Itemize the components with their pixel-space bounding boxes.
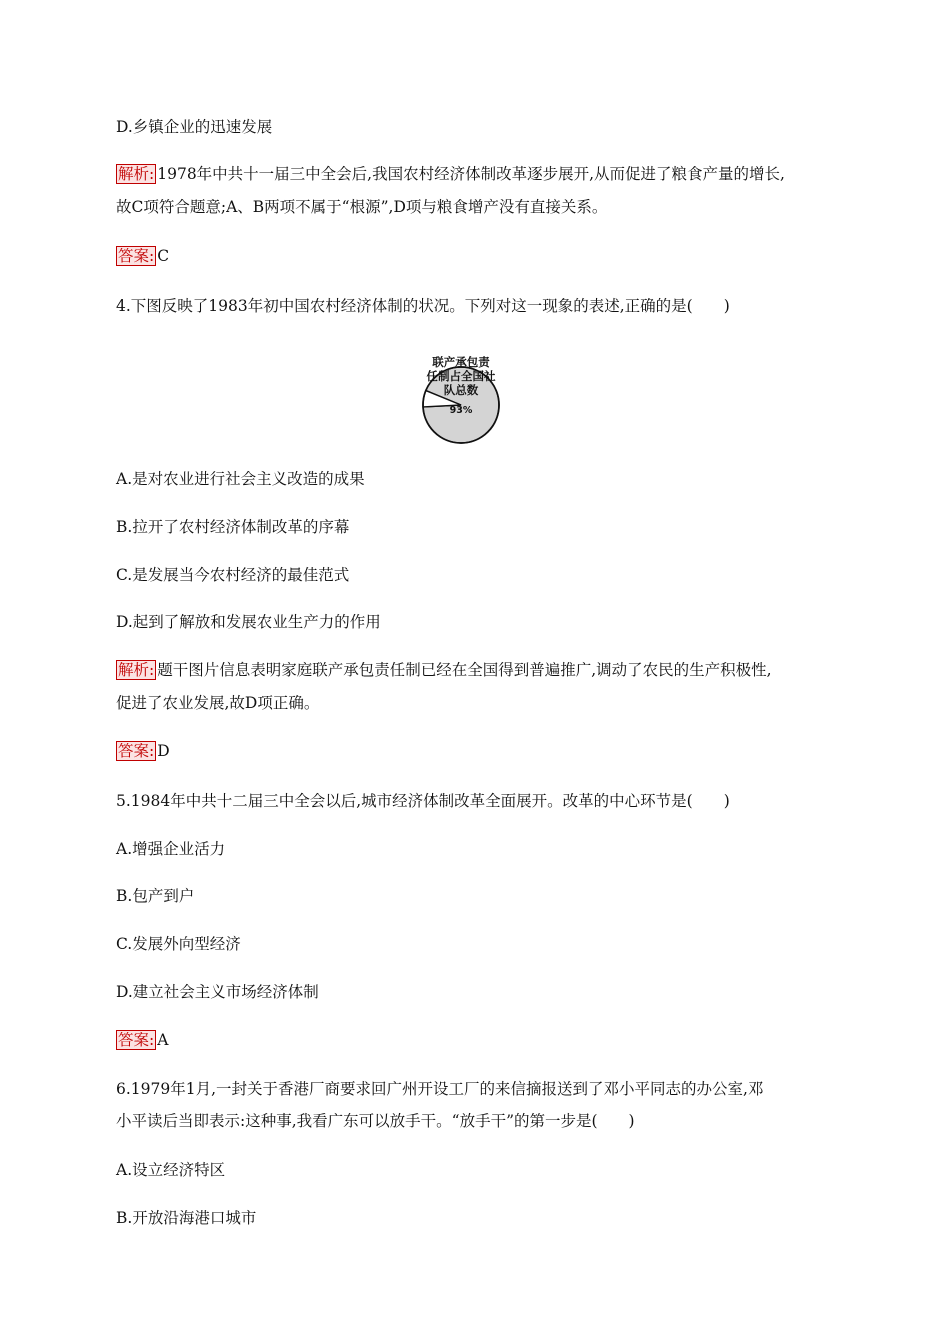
- q5-answer: [116, 1030, 168, 1050]
- q4-analysis-line1: [116, 660, 772, 680]
- q3-analysis-text: 1978年中共十一届三中全会后,我国农村经济体制改革逐步展开,从而促进了粮食产量的增长,: [157, 165, 785, 183]
- q6-stem-line2: 小平读后当即表示:这种事,我看广东可以放手干。“放手干”的第一步是( ): [116, 1112, 635, 1130]
- q3-answer-value: C: [157, 247, 170, 265]
- q5-stem: 5.1984年中共十二届三中全会以后,城市经济体制改革全面展开。改革的中心环节是( ): [116, 792, 730, 810]
- q5-option-c: C.发展外向型经济: [116, 935, 241, 953]
- q4-analysis-text: 题干图片信息表明家庭联产承包责任制已经在全国得到普遍推广,调动了农民的生产积极性,: [157, 661, 772, 679]
- q6-option-a: A.设立经济特区: [116, 1161, 226, 1179]
- pie-label-line3: 队总数: [443, 383, 479, 397]
- analysis-tag: 解析:: [118, 661, 155, 679]
- q6-stem-line1: 6.1979年1月,一封关于香港厂商要求回广州开设工厂的来信摘报送到了邓小平同志的办公室,邓: [116, 1080, 764, 1098]
- q5-option-b: B.包产到户: [116, 887, 195, 905]
- q5-option-d: D.建立社会主义市场经济体制: [116, 983, 319, 1001]
- q4-answer-value: D: [157, 742, 170, 760]
- answer-tag: 答案:: [118, 1031, 155, 1049]
- pie-percent-label: 93%: [449, 405, 473, 416]
- answer-tag: 答案:: [118, 247, 155, 265]
- pie-label-line1: 联产承包责: [432, 355, 490, 369]
- q4-option-a: A.是对农业进行社会主义改造的成果: [116, 470, 365, 488]
- q5-option-a: A.增强企业活力: [116, 840, 226, 858]
- q4-option-c: C.是发展当今农村经济的最佳范式: [116, 566, 350, 584]
- pie-label-line2: 任制占全国社: [426, 369, 496, 383]
- q4-option-d: D.起到了解放和发展农业生产力的作用: [116, 613, 381, 631]
- q3-analysis-line2: 故C项符合题意;A、B两项不属于“根源”,D项与粮食增产没有直接关系。: [116, 198, 608, 216]
- q3-option-d: D.乡镇企业的迅速发展: [116, 118, 273, 136]
- q4-answer: [116, 741, 170, 761]
- q4-option-b: B.拉开了农村经济体制改革的序幕: [116, 518, 350, 536]
- q3-analysis-line1: [116, 164, 785, 184]
- analysis-tag: 解析:: [118, 165, 155, 183]
- q5-answer-value: A: [157, 1031, 169, 1049]
- q4-stem: 4.下图反映了1983年初中国农村经济体制的状况。下列对这一现象的表述,正确的是( ): [116, 297, 730, 315]
- answer-tag: 答案:: [118, 742, 155, 760]
- q4-analysis-line2: 促进了农业发展,故D项正确。: [116, 694, 320, 712]
- q6-option-b: B.开放沿海港口城市: [116, 1209, 257, 1227]
- pie-chart-figure: [418, 343, 504, 449]
- q3-answer: [116, 246, 169, 266]
